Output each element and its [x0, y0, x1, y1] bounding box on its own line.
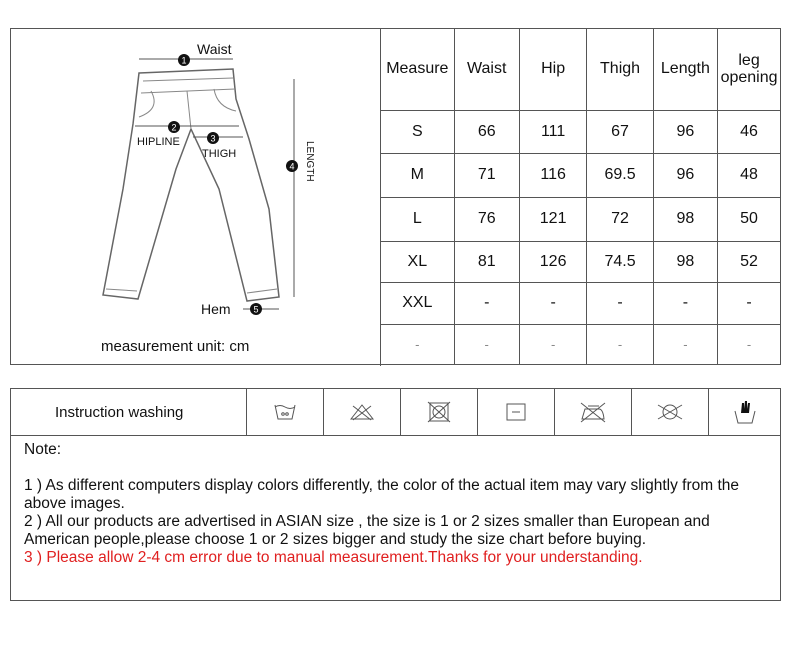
table-cell: -	[653, 282, 718, 324]
label-hipline: HIPLINE	[137, 136, 180, 148]
notes-section	[24, 441, 776, 567]
label-length: LENGTH	[304, 141, 315, 182]
no-tumble-dry-icon	[401, 389, 478, 435]
table-cell: 98	[653, 241, 718, 282]
table-cell: 98	[653, 197, 718, 241]
table-cell: 126	[519, 241, 587, 282]
label-waist: Waist	[197, 41, 232, 57]
table-cell: -	[519, 282, 587, 324]
table-cell: 69.5	[587, 153, 653, 197]
table-row	[381, 197, 780, 241]
size-cell: S	[381, 110, 454, 153]
table-row	[381, 324, 780, 364]
table-cell: 116	[519, 153, 587, 197]
table-header-row	[381, 29, 780, 110]
table-cell: 72	[587, 197, 653, 241]
table-cell: 111	[519, 110, 587, 153]
table-cell: 48	[718, 153, 780, 197]
table-cell: -	[718, 282, 780, 324]
table-cell: 81	[454, 241, 519, 282]
table-cell: 66	[454, 110, 519, 153]
pants-diagram	[11, 29, 381, 366]
table-row	[381, 241, 780, 282]
size-cell: M	[381, 153, 454, 197]
pants-illustration	[11, 29, 380, 329]
header-leg-opening: leg opening	[718, 29, 780, 110]
table-cell: -	[718, 324, 780, 364]
table-cell: 121	[519, 197, 587, 241]
table-cell: 96	[653, 153, 718, 197]
note-3-warning: 3 ) Please allow 2-4 cm error due to manual measurement.Thanks for your understanding.	[24, 549, 643, 566]
no-iron-icon	[555, 389, 632, 435]
table-cell: -	[587, 324, 653, 364]
note-1: 1 ) As different computers display colors differently, the color of the actual item may vary slightly from the above images.	[24, 477, 740, 512]
size-cell: XXL	[381, 282, 454, 324]
dry-flat-icon	[478, 389, 555, 435]
header-thigh: Thigh	[587, 29, 653, 110]
svg-text:4: 4	[289, 161, 295, 172]
notes-title: Note:	[24, 441, 62, 458]
table-cell: -	[454, 324, 519, 364]
table-cell: 76	[454, 197, 519, 241]
no-bleach-icon	[324, 389, 401, 435]
label-thigh: THIGH	[202, 148, 237, 160]
svg-text:2: 2	[171, 122, 177, 133]
wash-30-icon	[247, 389, 324, 435]
svg-text:5: 5	[253, 304, 259, 315]
table-cell: 50	[718, 197, 780, 241]
svg-text:3: 3	[210, 133, 216, 144]
care-notes-panel	[10, 388, 781, 601]
table-cell: 67	[587, 110, 653, 153]
size-cell: L	[381, 197, 454, 241]
washing-label: Instruction washing	[11, 389, 247, 435]
table-cell: 52	[718, 241, 780, 282]
table-cell: 46	[718, 110, 780, 153]
table-cell: 96	[653, 110, 718, 153]
size-table	[381, 29, 780, 364]
label-hem: Hem	[201, 301, 231, 317]
svg-text:1: 1	[181, 55, 187, 66]
note-2: 2 ) All our products are advertised in ASIAN size , the size is 1 or 2 sizes smaller than European and American people,please choose 1 or 2 sizes bigger and study the size chart before buying.	[24, 513, 710, 548]
header-measure: Measure	[381, 29, 454, 110]
size-chart-panel	[10, 28, 781, 365]
table-row	[381, 153, 780, 197]
table-cell: -	[519, 324, 587, 364]
no-dry-clean-icon	[632, 389, 709, 435]
table-cell: 74.5	[587, 241, 653, 282]
header-hip: Hip	[519, 29, 587, 110]
table-cell: 71	[454, 153, 519, 197]
measurement-unit: measurement unit: cm	[101, 338, 250, 355]
table-row	[381, 282, 780, 324]
hand-wash-icon	[709, 389, 780, 435]
table-cell: -	[587, 282, 653, 324]
table-row	[381, 110, 780, 153]
size-cell: XL	[381, 241, 454, 282]
header-waist: Waist	[454, 29, 519, 110]
pants-outline	[103, 69, 279, 301]
table-cell: -	[454, 282, 519, 324]
size-cell: -	[381, 324, 454, 364]
table-cell: -	[653, 324, 718, 364]
header-length: Length	[653, 29, 718, 110]
washing-instructions-row	[11, 389, 780, 436]
